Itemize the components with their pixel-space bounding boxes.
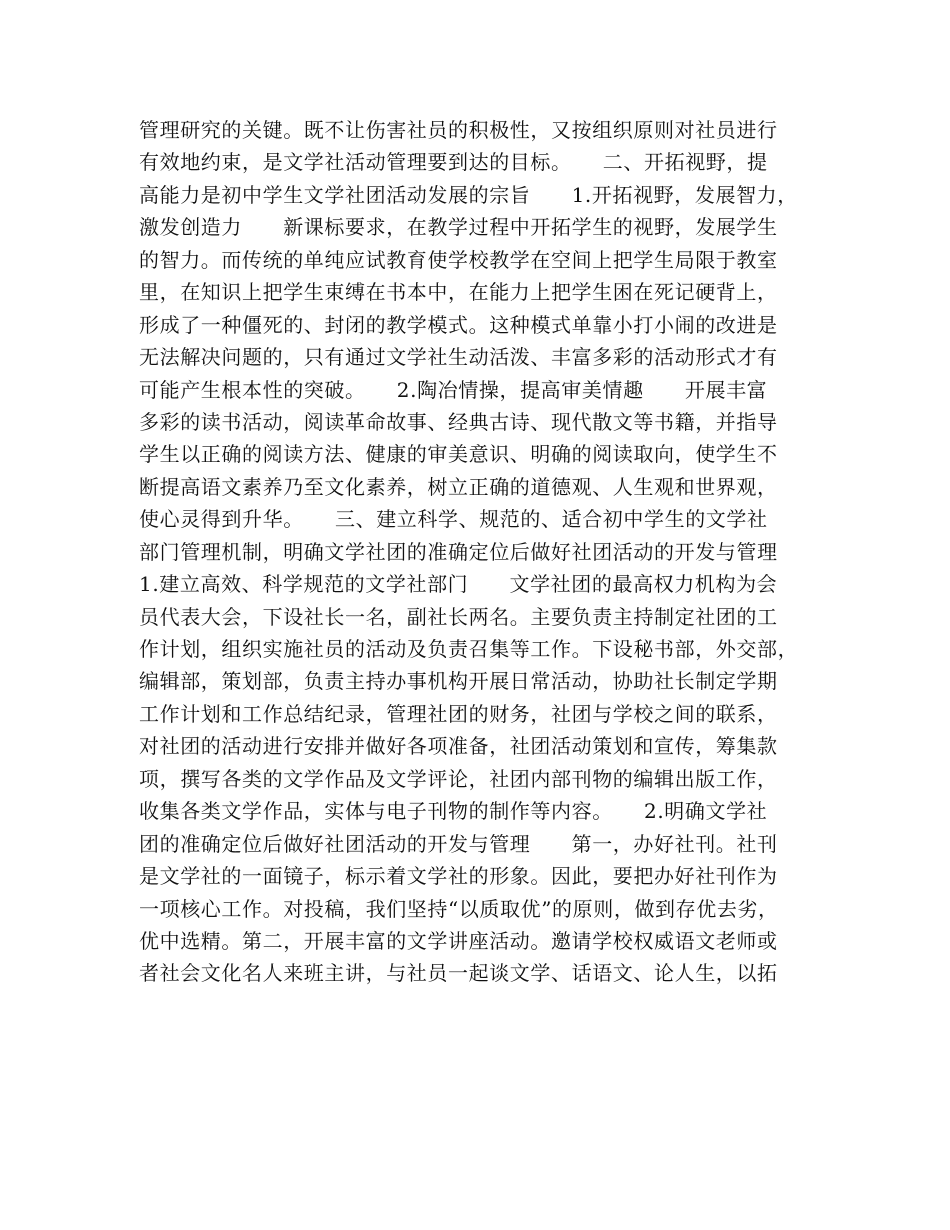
text-line: 可能产生根本性的突破。 2.陶冶情操，提高审美情趣 开展丰富 bbox=[139, 377, 768, 402]
text-line: 工作计划和工作总结纪录，管理社团的财务，社团与学校之间的联系， bbox=[139, 701, 778, 726]
text-line: 部门管理机制，明确文学社团的准确定位后做好社团活动的开发与管理 bbox=[139, 539, 778, 564]
text-line: 学生以正确的阅读方法、健康的审美意识、明确的阅读取向，使学生不 bbox=[139, 442, 778, 467]
text-line: 项，撰写各类的文学作品及文学评论，社团内部刊物的编辑出版工作， bbox=[139, 766, 778, 791]
text-line: 优中选精。第二，开展丰富的文学讲座活动。邀请学校权威语文老师或 bbox=[139, 928, 778, 953]
text-line: 1.建立高效、科学规范的文学社部门 文学社团的最高权力机构为会 bbox=[139, 572, 778, 597]
text-line: 无法解决问题的，只有通过文学社生动活泼、丰富多彩的活动形式才有 bbox=[139, 345, 778, 370]
text-line: 作计划，组织实施社员的活动及负责召集等工作。下设秘书部，外交部， bbox=[139, 637, 799, 661]
text-line: 使心灵得到升华。 三、建立科学、规范的、适合初中学生的文学社 bbox=[139, 507, 768, 532]
text-line: 一项核心工作。对投稿，我们坚持“以质取优”的原则，做到存优去劣， bbox=[139, 896, 779, 921]
text-line: 团的准确定位后做好社团活动的开发与管理 第一，办好社刊。社刊 bbox=[139, 831, 778, 856]
text-line: 形成了一种僵死的、封闭的教学模式。这种模式单靠小打小闹的改进是 bbox=[139, 312, 778, 337]
text-line: 激发创造力 新课标要求，在教学过程中开拓学生的视野，发展学生 bbox=[139, 215, 778, 240]
text-line: 员代表大会，下设社长一名，副社长两名。主要负责主持制定社团的工 bbox=[139, 604, 778, 629]
text-line: 收集各类文学作品，实体与电子刊物的制作等内容。 2.明确文学社 bbox=[139, 799, 768, 824]
text-line: 者社会文化名人来班主讲，与社员一起谈文学、话语文、论人生，以拓 bbox=[139, 961, 778, 986]
body-text bbox=[139, 114, 829, 990]
text-line: 对社团的活动进行安排并做好各项准备，社团活动策划和宣传，筹集款 bbox=[139, 734, 778, 759]
text-line: 高能力是初中学生文学社团活动发展的宗旨 1.开拓视野，发展智力， bbox=[139, 182, 798, 207]
text-line: 是文学社的一面镜子，标示着文学社的形象。因此，要把办好社刊作为 bbox=[139, 864, 778, 889]
text-line: 的智力。而传统的单纯应试教育使学校教学在空间上把学生局限于教室 bbox=[139, 247, 778, 272]
text-line: 里，在知识上把学生束缚在书本中，在能力上把学生困在死记硬背上， bbox=[139, 280, 778, 305]
text-line: 编辑部，策划部，负责主持办事机构开展日常活动，协助社长制定学期 bbox=[139, 669, 778, 694]
text-line: 有效地约束，是文学社活动管理要到达的目标。 二、开拓视野，提 bbox=[139, 150, 768, 175]
text-line: 多彩的读书活动，阅读革命故事、经典古诗、现代散文等书籍，并指导 bbox=[139, 409, 778, 434]
text-line: 管理研究的关键。既不让伤害社员的积极性，又按组织原则对社员进行 bbox=[139, 118, 778, 142]
text-line: 断提高语文素养乃至文化素养，树立正确的道德观、人生观和世界观， bbox=[139, 474, 778, 499]
